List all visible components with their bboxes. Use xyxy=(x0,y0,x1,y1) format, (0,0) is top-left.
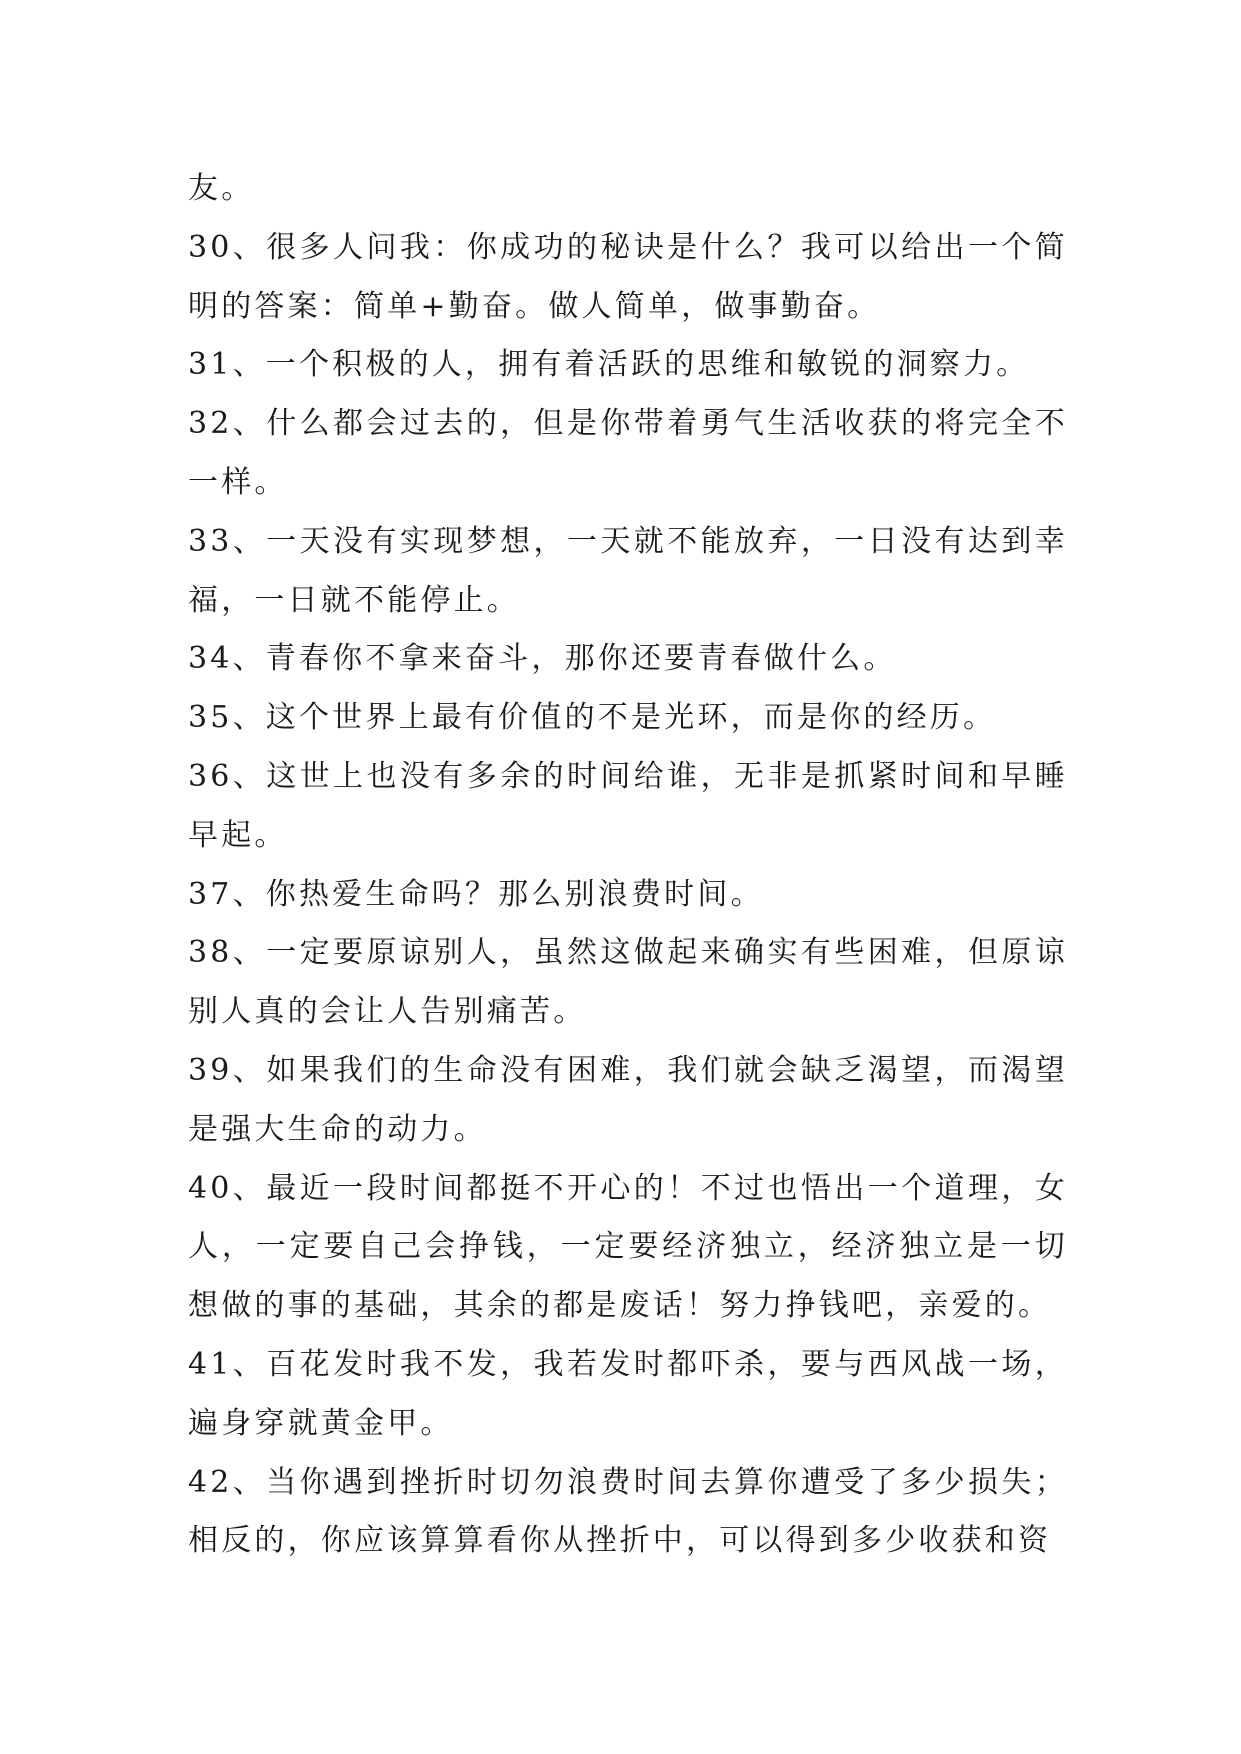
quote-item-31: 31、一个积极的人，拥有着活跃的思维和敏锐的洞察力。 xyxy=(188,347,1030,383)
quote-item-35: 35、这个世界上最有价值的不是光环，而是你的经历。 xyxy=(188,700,997,736)
document-body xyxy=(188,160,1068,1571)
quote-item-42: 42、当你遇到挫折时切勿浪费时间去算你遭受了多少损失；相反的，你应该算算看你从挫折中，可以得到多少收获和资 xyxy=(188,1464,1068,1559)
paragraph-continuation: 友。 xyxy=(188,171,255,206)
quote-item-41: 41、百花发时我不发，我若发时都吓杀，要与西风战一场，遍身穿就黄金甲。 xyxy=(188,1346,1068,1441)
quote-item-36: 36、这世上也没有多余的时间给谁，无非是抓紧时间和早睡早起。 xyxy=(188,758,1068,853)
quote-item-30: 30、很多人问我：你成功的秘诀是什么？我可以给出一个简明的答案：简单+勤奋。做人简单，做事勤奋。 xyxy=(188,229,1068,324)
quote-item-32: 32、什么都会过去的，但是你带着勇气生活收获的将完全不一样。 xyxy=(188,406,1068,500)
quote-item-38: 38、一定要原谅别人，虽然这做起来确实有些困难，但原谅别人真的会让人告别痛苦。 xyxy=(188,935,1068,1030)
quote-item-37: 37、你热爱生命吗？那么别浪费时间。 xyxy=(188,876,764,912)
quote-item-39: 39、如果我们的生命没有困难，我们就会缺乏渴望，而渴望是强大生命的动力。 xyxy=(188,1052,1068,1147)
quote-item-34: 34、青春你不拿来奋斗，那你还要青春做什么。 xyxy=(188,641,897,677)
quote-item-33: 33、一天没有实现梦想，一天就不能放弃，一日没有达到幸福，一日就不能停止。 xyxy=(188,523,1068,618)
quote-item-40: 40、最近一段时间都挺不开心的！不过也悟出一个道理，女人，一定要自己会挣钱，一定要经济独立，经济独立是一切想做的事的基础，其余的都是废话！努力挣钱吧，亲爱的。 xyxy=(188,1170,1068,1324)
